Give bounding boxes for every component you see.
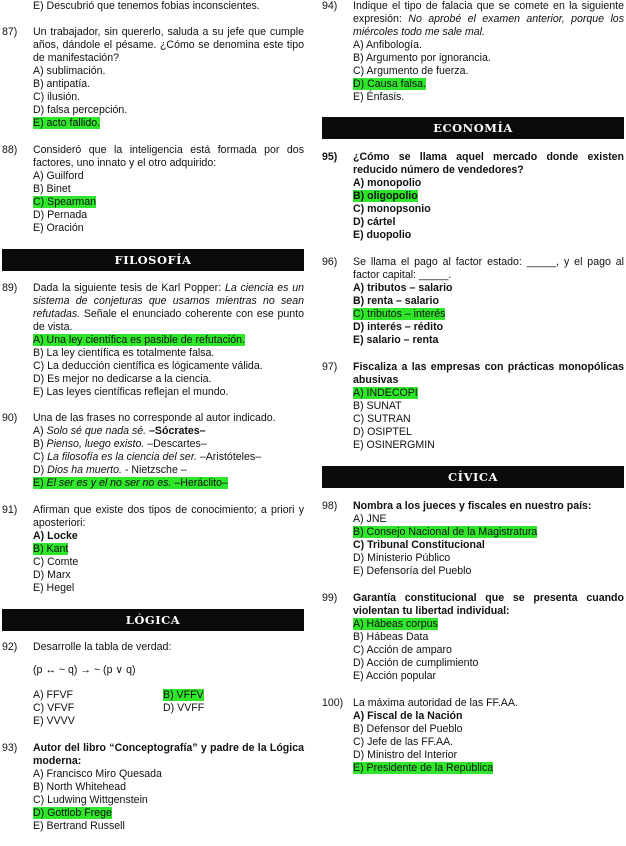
option-d: D) OSIPTEL xyxy=(353,426,412,438)
question-93 xyxy=(2,742,304,833)
option-b: B) antipatía. xyxy=(33,78,91,90)
question-stem: La máxima autoridad de las FF.AA. xyxy=(353,697,518,709)
question-stem: Una de las frases no corresponde al autor indicado. xyxy=(33,412,276,424)
section-header-filosofia: FILOSOFÍA xyxy=(2,249,304,271)
option-e: E) duopolio xyxy=(353,229,412,241)
option-c: C) La deducción científica es lógicamente válida. xyxy=(33,360,263,372)
question-number: 98) xyxy=(322,500,338,512)
question-stem: Garantía constitucional que se presenta cuando violentan tu libertad individual: xyxy=(353,592,624,617)
option-b: B) North Whitehead xyxy=(33,781,127,793)
question-number: 99) xyxy=(322,592,338,604)
option-e: E) OSINERGMIN xyxy=(353,439,435,451)
option-e: E) Acción popular xyxy=(353,670,437,682)
question-number: 90) xyxy=(2,412,18,424)
question-number: 91) xyxy=(2,504,18,516)
question-89 xyxy=(2,282,304,399)
option-a: A) JNE xyxy=(353,513,387,525)
left-column xyxy=(2,0,304,833)
option-b: B) Binet xyxy=(33,183,71,195)
option-a: A) Guilford xyxy=(33,170,84,182)
option-d-answer: D) Gottlob Frege xyxy=(33,807,112,819)
question-number: 88) xyxy=(2,144,18,156)
question-92 xyxy=(2,641,304,728)
option-a-answer: A) INDECOPI xyxy=(353,387,418,399)
question-stem: Fiscaliza a las empresas con prácticas monopólicas abusivas xyxy=(353,361,624,386)
option-d: D) Acción de cumplimiento xyxy=(353,657,479,669)
question-stem: Consideró que la inteligencia está formada por dos factores, uno innato y el otro adquirido: xyxy=(33,144,304,169)
question-stem: Un trabajador, sin quererlo, saluda a su jefe que cumple años, dándole el pésame. ¿Cómo se denomina este tipo de manifestación? xyxy=(33,26,304,64)
option-a: A) Fiscal de la Nación xyxy=(353,710,463,722)
option-c: C) La filosofía es la ciencia del ser. –Aristóteles– xyxy=(33,451,262,463)
option-e: E) Hegel xyxy=(33,582,75,594)
question-number: 95) xyxy=(322,151,338,163)
option-b: B) Pienso, luego existo. –Descartes– xyxy=(33,438,207,450)
option-e: E) Las leyes científicas reflejan el mundo. xyxy=(33,386,229,398)
option-d: D) falsa percepción. xyxy=(33,104,128,116)
question-stem: Autor del libro “Conceptografía” y padre de la Lógica moderna: xyxy=(33,742,304,767)
question-stem: Desarrolle la tabla de verdad: xyxy=(33,641,172,653)
option-c: C) Jefe de las FF.AA. xyxy=(353,736,454,748)
option-b: B) Defensor del Pueblo xyxy=(353,723,463,735)
option-c-answer: C) tributos – interés xyxy=(353,308,446,320)
option-a: A) Francisco Miro Quesada xyxy=(33,768,162,780)
section-header-civica: CÍVICA xyxy=(322,466,624,488)
question-100 xyxy=(322,697,624,775)
option-d: D) cártel xyxy=(353,216,396,228)
option-c: C) Tribunal Constitucional xyxy=(353,539,485,551)
option-c: C) VFVF xyxy=(33,702,75,714)
option-c: C) Acción de amparo xyxy=(353,644,452,656)
option-d: D) interés – rédito xyxy=(353,321,444,333)
option-a: A) Locke xyxy=(33,530,78,542)
option-b: B) La ley científica es totalmente falsa. xyxy=(33,347,215,359)
question-number: 94) xyxy=(322,0,338,12)
option-e: E) Defensoría del Pueblo xyxy=(353,565,472,577)
question-stem: Se llama el pago al factor estado: _____, y el pago al factor capital: _____. xyxy=(353,256,624,281)
option-d: D) Ministerio Público xyxy=(353,552,451,564)
question-91 xyxy=(2,504,304,595)
question-99 xyxy=(322,592,624,683)
option-c-answer: C) Spearman xyxy=(33,196,96,208)
option-d: D) Dios ha muerto. - Nietzsche – xyxy=(33,464,187,476)
option-d: D) Es mejor no dedicarse a la ciencia. xyxy=(33,373,212,385)
option-b-answer: B) VFFV xyxy=(163,689,204,701)
option-d: D) Ministro del Interior xyxy=(353,749,458,761)
section-header-economia: ECONOMÍA xyxy=(322,117,624,139)
question-96 xyxy=(322,256,624,347)
options-grid xyxy=(33,689,304,728)
option-b: B) renta – salario xyxy=(353,295,439,307)
question-97 xyxy=(322,361,624,452)
option-e: E) salario – renta xyxy=(353,334,439,346)
option-c: C) SUTRAN xyxy=(353,413,411,425)
question-stem: Nombra a los jueces y fiscales en nuestro país: xyxy=(353,500,592,512)
option-d: D) VVFF xyxy=(163,702,205,714)
option-d: D) Pernada xyxy=(33,209,88,221)
question-stem: Afirman que existe dos tipos de conocimiento; a priori y aposteriori: xyxy=(33,504,304,529)
question-stem: Dada la siguiente tesis de Karl Popper: La ciencia es un sistema de conjeturas que usamos mientras no sean refutadas. Señale el enunciado coherente con ese punto de vista. xyxy=(33,282,305,333)
option-e: E) Oración xyxy=(33,222,84,234)
question-87 xyxy=(2,26,304,130)
question-90 xyxy=(2,412,304,490)
question-stem: ¿Cómo se llama aquel mercado donde existen reducido número de vendedores? xyxy=(353,151,624,176)
option-b-answer: B) Kant xyxy=(33,543,69,555)
option-b: B) SUNAT xyxy=(353,400,402,412)
option-e: E) Bertrand Russell xyxy=(33,820,125,832)
question-88 xyxy=(2,144,304,235)
section-header-logica: LÓGICA xyxy=(2,609,304,631)
option-e: E) Énfasis. xyxy=(353,91,405,103)
question-number: 87) xyxy=(2,26,18,38)
option-d: D) Marx xyxy=(33,569,71,581)
option-a: A) monopolio xyxy=(353,177,422,189)
option-a: A) sublimación. xyxy=(33,65,106,77)
question-number: 93) xyxy=(2,742,18,754)
option-a: A) tributos – salario xyxy=(353,282,453,294)
question-number: 100) xyxy=(322,697,344,709)
option-e-answer: E) El ser es y el no ser no es. –Heráclito– xyxy=(33,477,228,489)
question-98 xyxy=(322,500,624,578)
option-86-e: E) Descubrió que tenemos fobias inconscientes. xyxy=(33,0,260,12)
question-stem: Indique el tipo de falacia que se comete en la siguiente expresión: No aprobé el examen anterior, porque los miércoles todo me sale mal. xyxy=(353,0,624,38)
option-c: C) Comte xyxy=(33,556,79,568)
option-b: B) Argumento por ignorancia. xyxy=(353,52,491,64)
question-95 xyxy=(322,151,624,242)
option-e-answer: E) Presidente de la República xyxy=(353,762,494,774)
option-b-answer: B) Consejo Nacional de la Magistratura xyxy=(353,526,538,538)
option-a-answer: A) Una ley científica es pasible de refutación. xyxy=(33,334,245,346)
right-column xyxy=(322,0,624,775)
question-number: 92) xyxy=(2,641,18,653)
option-a: A) Anfibología. xyxy=(353,39,422,51)
question-number: 97) xyxy=(322,361,338,373)
option-e-answer: E) acto fallido. xyxy=(33,117,101,129)
option-b: B) Hábeas Data xyxy=(353,631,429,643)
option-d-answer: D) Causa falsa. xyxy=(353,78,427,90)
option-a-answer: A) Hábeas corpus xyxy=(353,618,438,630)
option-c: C) monopsonio xyxy=(353,203,431,215)
option-b-answer: B) oligopolio xyxy=(353,190,418,202)
question-number: 96) xyxy=(322,256,338,268)
truth-table-formula: (p ↔ ~ q) → ~ (p ∨ q) xyxy=(33,664,136,676)
option-a: A) FFVF xyxy=(33,689,74,701)
option-e: E) VVVV xyxy=(33,715,75,727)
option-c: C) ilusión. xyxy=(33,91,81,103)
option-a: A) Solo sé que nada sé. –Sócrates– xyxy=(33,425,206,437)
option-c: C) Ludwing Wittgenstein xyxy=(33,794,148,806)
option-c: C) Argumento de fuerza. xyxy=(353,65,469,77)
question-number: 89) xyxy=(2,282,18,294)
question-94 xyxy=(322,0,624,104)
